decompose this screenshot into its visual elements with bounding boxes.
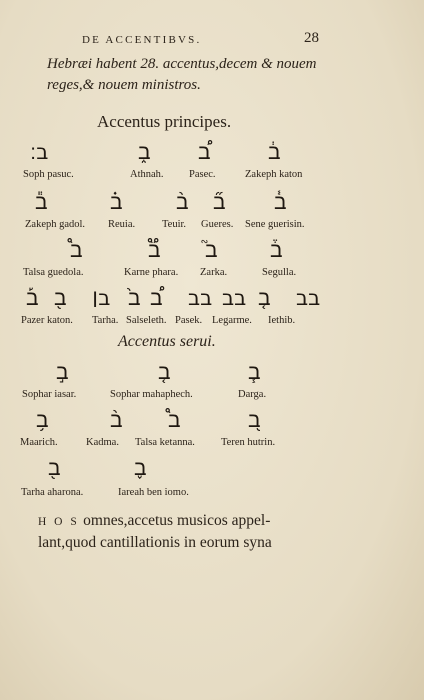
accent-label: Gueres. <box>201 219 234 230</box>
closing-line-2: lant,quod cantillationis in eorum syna <box>38 534 272 551</box>
accent-glyph: בב <box>188 286 213 310</box>
intro-line-1: Hebræi habent 28. accentus,decem & nouem <box>47 56 317 72</box>
accent-glyph: ב֭ <box>248 408 261 432</box>
accent-glyph: ב֠ <box>198 140 211 164</box>
accent-glyph: ב֡ <box>26 286 39 310</box>
accent-glyph: ב֔ <box>268 140 281 164</box>
heading-accentus-principes: Accentus principes. <box>97 112 232 131</box>
page-number: 28 <box>304 30 319 46</box>
accent-label: Zakeph katon <box>245 169 303 180</box>
accent-label: Sophar iasar. <box>22 389 77 400</box>
accent-glyph: בב <box>296 286 321 310</box>
accent-label: Tarha aharona. <box>21 487 84 498</box>
accent-label: Zarka. <box>200 267 228 278</box>
accent-label: Reuia. <box>108 219 136 230</box>
accent-label: Darga. <box>238 389 267 400</box>
accent-glyph: ב֖ <box>54 286 67 310</box>
accent-glyph: ב֨ <box>110 408 123 432</box>
accent-label: Karne phara. <box>124 267 179 278</box>
accent-glyph: בב <box>222 286 247 310</box>
accent-glyph: ב֩ <box>70 238 83 262</box>
accent-glyph: ב֞ <box>213 190 226 214</box>
accent-glyph: ב׀ <box>92 286 111 310</box>
accent-glyph: ב֥ <box>36 408 49 432</box>
accent-glyph: ב֧ <box>248 360 261 384</box>
accent-glyph: ב֖ <box>48 456 61 480</box>
accent-label: Kadma. <box>86 437 119 448</box>
accent-label: Segulla. <box>262 267 297 278</box>
accent-label: Zakeph gadol. <box>25 219 86 230</box>
accent-label: Soph pasuc. <box>23 169 74 180</box>
accent-glyph: ב֨ <box>176 190 189 214</box>
accent-label: Teuir. <box>162 219 187 230</box>
accent-label: Sophar mahaphech. <box>110 389 193 400</box>
accent-label: Sene guerisin. <box>245 219 305 230</box>
intro-line-2: reges,& nouem ministros. <box>47 77 201 93</box>
accent-glyph: ב֠ <box>150 286 163 310</box>
accent-glyph: ב֙ <box>128 286 141 310</box>
accent-glyph: ב֪ <box>134 456 147 480</box>
accent-label: Pasek. <box>175 315 203 326</box>
accent-label: Talsa guedola. <box>23 267 84 278</box>
accent-label: Tarha. <box>92 315 119 326</box>
accent-glyph: ב֤ <box>258 286 271 310</box>
accent-glyph: ב֑ <box>138 140 151 164</box>
accent-label: Iareah ben iomo. <box>118 487 189 498</box>
accent-glyph: ב֮ <box>205 238 218 262</box>
accent-label: Teren hutrin. <box>221 437 276 448</box>
accent-glyph: ב֒ <box>270 238 283 262</box>
accent-glyph: ב֓ <box>274 190 287 214</box>
accent-glyph: ב׃ <box>30 140 49 164</box>
closing-initial-caps: H O S <box>38 516 80 528</box>
accent-glyph: ב֣ <box>56 360 69 384</box>
accent-label: Talsa ketanna. <box>135 437 195 448</box>
closing-line-1-text: omnes,accetus musicos appel- <box>79 512 271 529</box>
accent-glyph: ב֤ <box>158 360 171 384</box>
accent-glyph: ב֕ <box>35 190 48 214</box>
accent-label: Iethib. <box>268 315 296 326</box>
accent-label: Maarich. <box>20 437 58 448</box>
accent-label: Salseleth. <box>126 315 167 326</box>
accent-label: Pazer katon. <box>21 315 73 326</box>
closing-line-1 <box>38 512 270 530</box>
accent-glyph: ב֗ <box>110 190 123 214</box>
accent-glyph: ב֩ <box>168 408 181 432</box>
heading-accentus-serui: Accentus serui. <box>118 333 216 350</box>
accent-label: Pasec. <box>189 169 216 180</box>
accent-glyph: ב֟ <box>148 238 161 262</box>
accent-label: Athnah. <box>130 169 164 180</box>
accent-label: Legarme. <box>212 315 252 326</box>
running-head: DE ACCENTIBVS. <box>82 34 202 46</box>
